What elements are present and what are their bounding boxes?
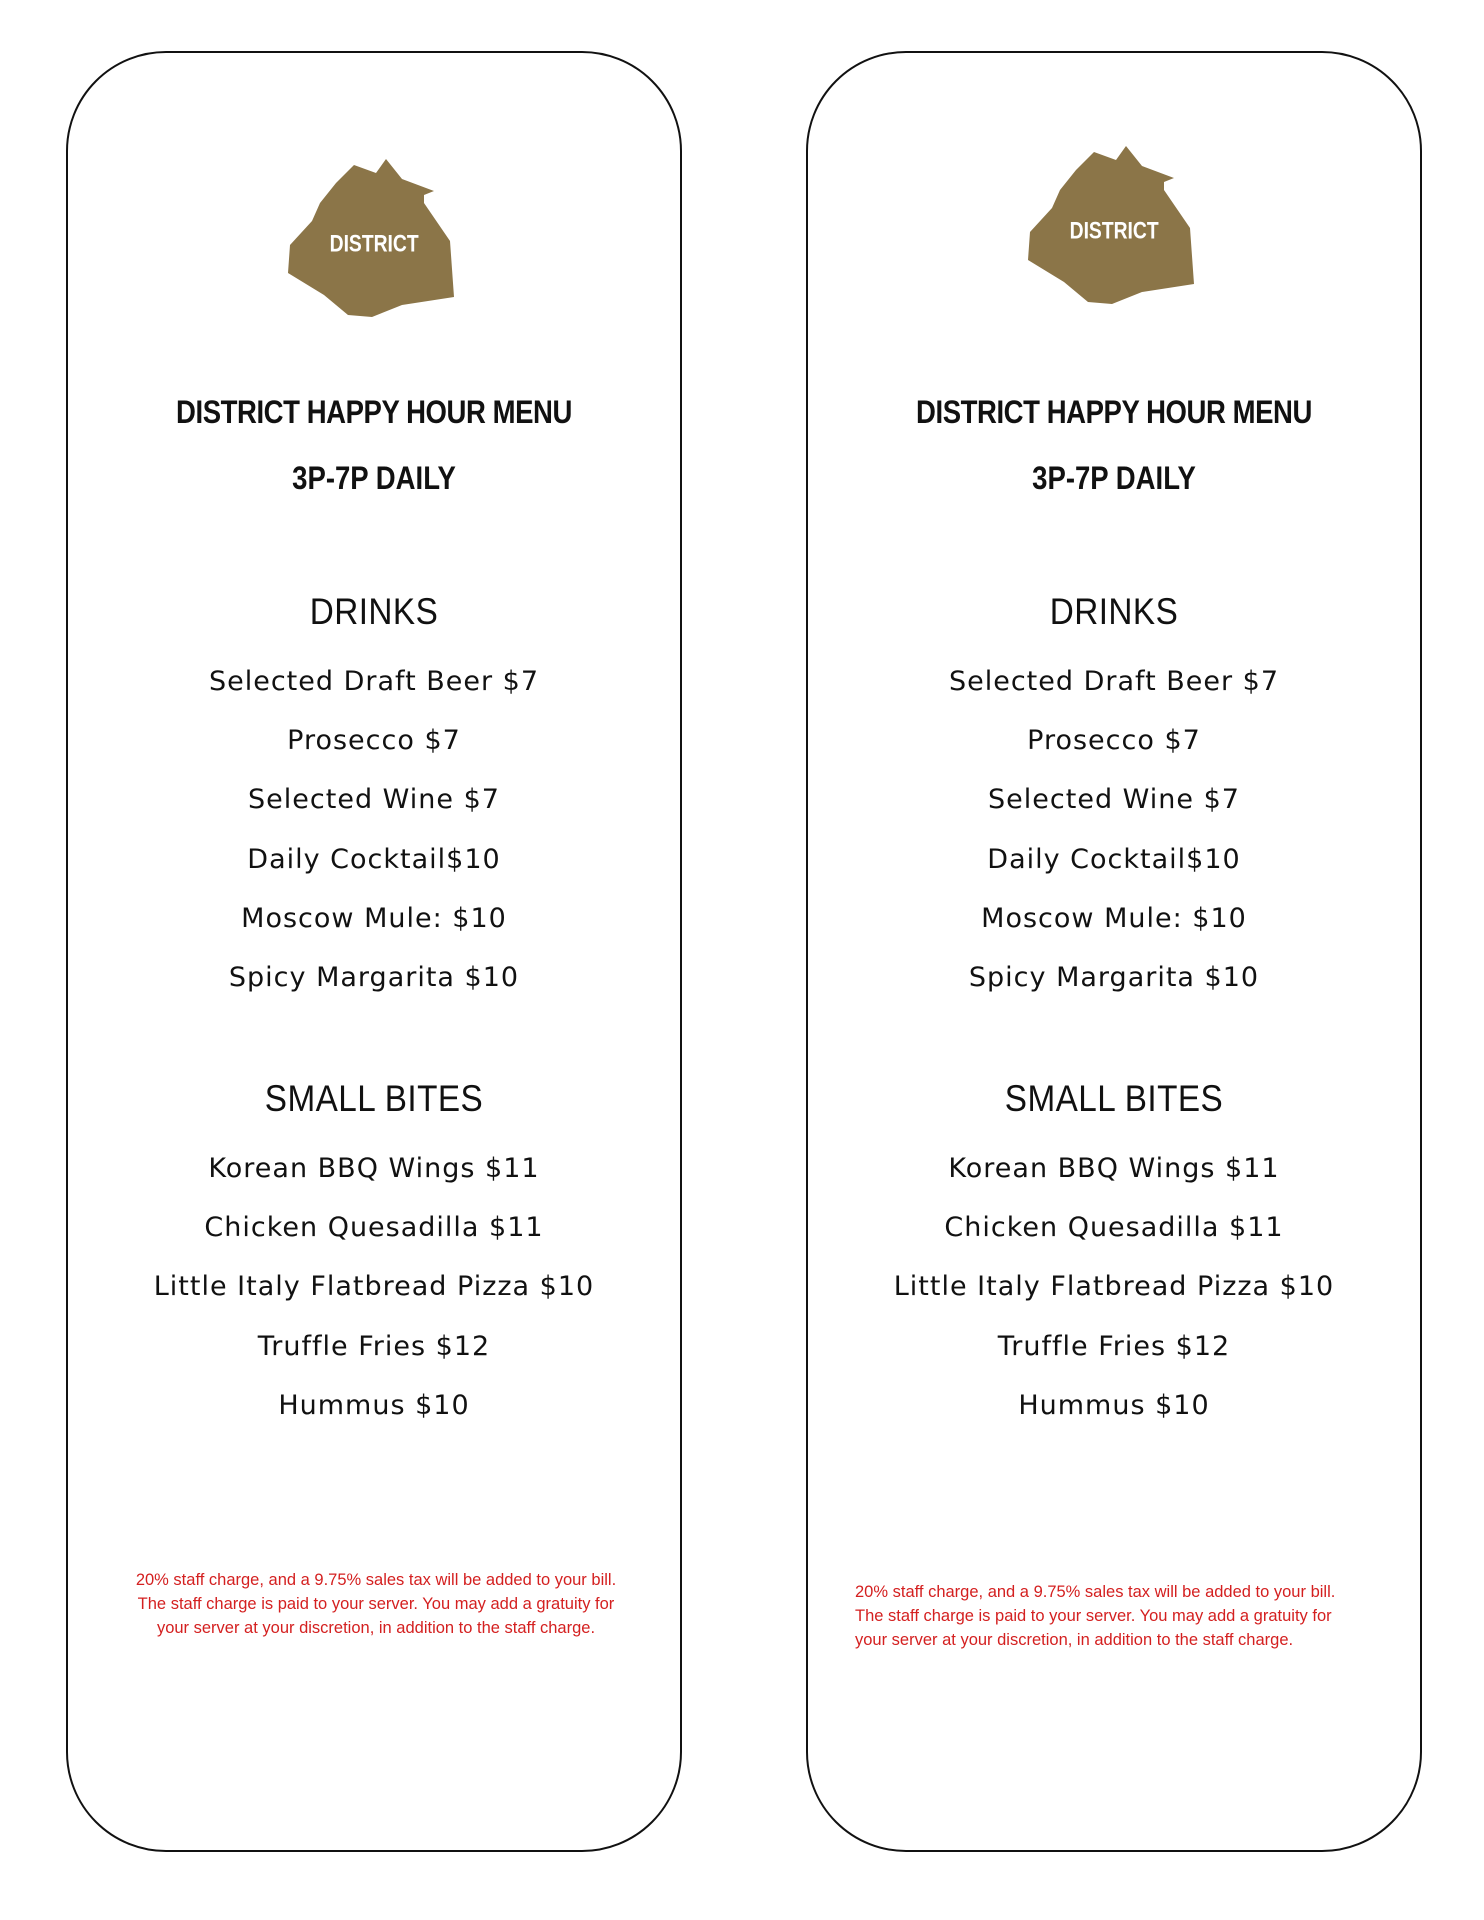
list-item: Chicken Quesadilla $11 — [204, 1212, 544, 1244]
list-item: Little Italy Flatbread Pizza $10 — [153, 1271, 595, 1303]
note-line: 20% staff charge, and a 9.75% sales tax will be added to your bill. — [135, 1571, 617, 1589]
district-logo — [1024, 142, 1204, 317]
list-item: Moscow Mule: $10 — [981, 902, 1247, 934]
menu-hours: 3P-7P DAILY — [1032, 460, 1196, 496]
menu-hours: 3P-7P DAILY — [292, 460, 456, 496]
list-item: Chicken Quesadilla $11 — [944, 1212, 1284, 1244]
menu-card-left — [66, 51, 682, 1852]
small-bites-heading: SMALL BITES — [264, 1078, 484, 1119]
list-item: Truffle Fries $12 — [997, 1330, 1231, 1362]
list-item: Hummus $10 — [278, 1389, 470, 1421]
menu-title: DISTRICT HAPPY HOUR MENU — [916, 394, 1312, 430]
note-line: The staff charge is paid to your server. You may add a gratuity for — [137, 1595, 615, 1613]
district-logo-shape-icon — [284, 155, 464, 330]
list-item: Truffle Fries $12 — [257, 1330, 491, 1362]
list-item: Selected Wine $7 — [248, 784, 500, 816]
list-item: Selected Wine $7 — [988, 784, 1240, 816]
small-bites-list — [68, 1139, 680, 1435]
note-line: 20% staff charge, and a 9.75% sales tax will be added to your bill. — [855, 1583, 1336, 1601]
staff-charge-note — [855, 1580, 1415, 1652]
district-logo-shape-icon — [1024, 142, 1204, 317]
list-item: Spicy Margarita $10 — [228, 961, 520, 993]
note-line: your server at your discretion, in addition to the staff charge. — [855, 1631, 1294, 1649]
district-logo — [284, 155, 464, 330]
staff-charge-note — [96, 1568, 656, 1640]
list-item: Prosecco $7 — [287, 725, 461, 757]
list-item: Prosecco $7 — [1027, 725, 1201, 757]
note-line: your server at your discretion, in addition to the staff charge. — [156, 1619, 596, 1637]
menu-title: DISTRICT HAPPY HOUR MENU — [176, 394, 572, 430]
small-bites-list — [808, 1139, 1420, 1435]
list-item: Selected Draft Beer $7 — [208, 666, 540, 697]
logo-text: DISTRICT — [329, 229, 419, 258]
small-bites-heading: SMALL BITES — [1004, 1078, 1224, 1119]
drinks-list — [68, 652, 680, 1007]
drinks-list — [808, 652, 1420, 1007]
drinks-heading: DRINKS — [1049, 591, 1179, 632]
list-item: Selected Draft Beer $7 — [948, 666, 1280, 697]
list-item: Hummus $10 — [1018, 1389, 1210, 1421]
drinks-heading: DRINKS — [309, 591, 439, 632]
note-line: The staff charge is paid to your server. You may add a gratuity for — [855, 1607, 1332, 1625]
list-item: Spicy Margarita $10 — [968, 961, 1260, 993]
list-item: Korean BBQ Wings $11 — [948, 1153, 1280, 1184]
list-item: Little Italy Flatbread Pizza $10 — [893, 1271, 1335, 1303]
list-item: Korean BBQ Wings $11 — [208, 1153, 540, 1184]
list-item: Moscow Mule: $10 — [241, 902, 507, 934]
list-item: Daily Cocktail$10 — [247, 843, 501, 875]
list-item: Daily Cocktail$10 — [987, 843, 1241, 875]
logo-text: DISTRICT — [1069, 216, 1159, 245]
menu-card-right — [806, 51, 1422, 1852]
